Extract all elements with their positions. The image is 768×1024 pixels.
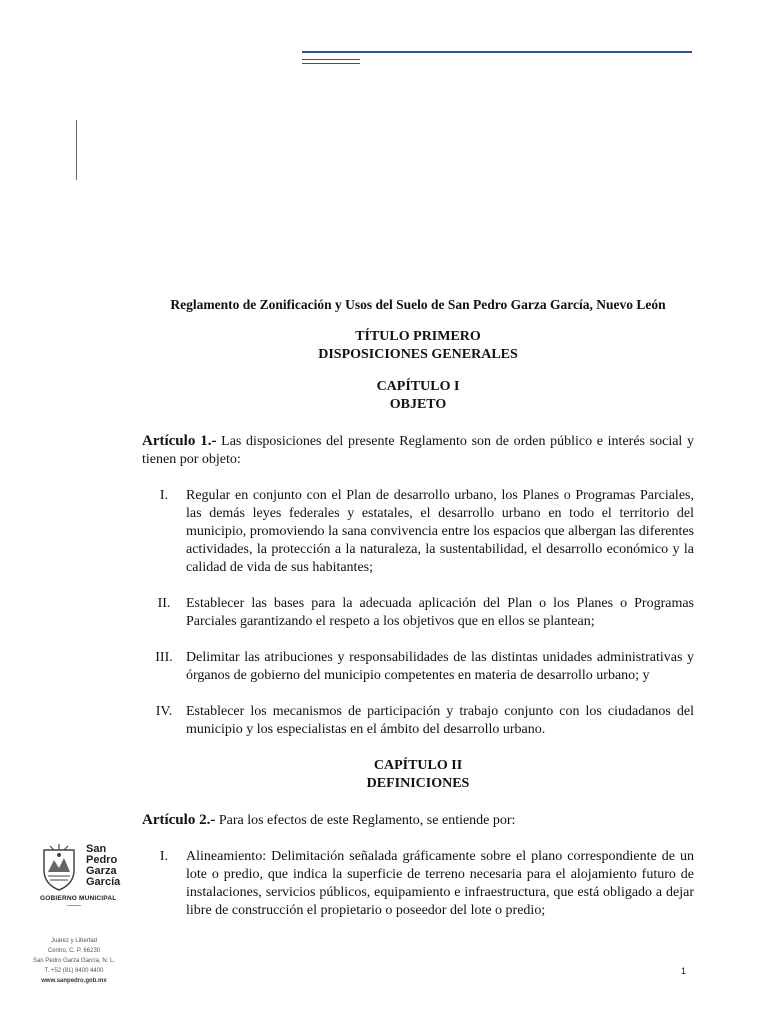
list-item [142, 703, 694, 739]
articulo-1-text: Las disposiciones del presente Reglamento son de orden público e interés social y tienen por objeto: [142, 434, 694, 467]
item-number: I. [159, 849, 169, 864]
list-item [142, 848, 694, 920]
articulo-1 [142, 432, 694, 469]
capitulo-2-name: DEFINICIONES [366, 776, 470, 791]
address-line: San Pedro Garza García, N. L. [32, 958, 116, 964]
item-text: Regular en conjunto con el Plan de desarrollo urbano, los Planes o Programas Parciales, las demás leyes federales y estatales, el desarrollo urbano en todo el territorio del municipio, promoviendo la sana convivencia entre los espacios que albergan las diferentes actividades, la protección a la naturaleza, la sustentabilidad, el desarrollo económico y la calidad de vida de sus habitantes; [186, 488, 694, 575]
articulo-2-label: Artículo 2.- [142, 812, 216, 828]
address-line: Juárez y Libertad [50, 938, 98, 944]
logo-line: Pedro [86, 854, 118, 866]
item-text: Establecer los mecanismos de participación y trabajo conjunto con los ciudadanos del municipio y los especialistas en el ámbito del desarrollo urbano. [186, 704, 694, 737]
capitulo-1-name: OBJETO [389, 397, 447, 412]
articulo-2-text: Para los efectos de este Reglamento, se entiende por: [215, 813, 516, 828]
titulo-heading: TÍTULO PRIMERO [355, 329, 481, 344]
list-item [142, 487, 694, 577]
document-title: Reglamento de Zonificación y Usos del Suelo de San Pedro Garza García, Nuevo León [170, 297, 666, 312]
coat-of-arms-icon [40, 844, 78, 892]
articulo-1-label: Artículo 1.- [142, 433, 217, 449]
gobierno-label: GOBIERNO MUNICIPAL [40, 895, 117, 902]
logo-line: Garza [86, 865, 117, 877]
capitulo-2-heading: CAPÍTULO II [373, 758, 463, 773]
articulo-2 [142, 811, 694, 830]
header-rule-short-2 [302, 63, 360, 64]
page-number: 1 [681, 966, 687, 976]
address-line: Centro, C. P. 66230 [47, 948, 101, 954]
item-number: III. [155, 650, 173, 665]
item-number: II. [157, 596, 171, 611]
logo-line: García [86, 876, 121, 888]
header-rule [302, 51, 692, 53]
address-block [30, 936, 118, 986]
item-text: Alineamiento: Delimitación señalada gráficamente sobre el plano correspondiente de un lote o predio, que indica la superficie de terreno necesaria para el alojamiento futuro de instalaciones, servicios públicos, equipamiento e infraestructura, que está obligado a dejar libre de construcción el propietario o poseedor del lote o predio; [186, 849, 694, 918]
titulo-name: DISPOSICIONES GENERALES [318, 347, 518, 362]
list-item [142, 649, 694, 685]
item-text: Delimitar las atribuciones y responsabilidades de las distintas unidades administrativas y órganos de gobierno del municipio competentes en materia de desarrollo urbano; y [186, 650, 694, 683]
address-line: T. +52 (81) 8400 4400 [44, 968, 104, 974]
list-item [142, 595, 694, 631]
margin-vertical-rule [76, 120, 77, 180]
item-text: Establecer las bases para la adecuada aplicación del Plan o los Planes o Programas Parciales garantizando el respeto a los objetivos que en ellos se plantean; [186, 596, 694, 629]
item-number: IV. [155, 704, 173, 719]
capitulo-1-heading: CAPÍTULO I [376, 379, 460, 394]
logo-text [86, 844, 120, 888]
website-link[interactable]: www.sanpedro.gob.mx [41, 978, 107, 984]
item-number: I. [159, 488, 169, 503]
header-rule-short [302, 59, 360, 60]
document-body [142, 296, 694, 920]
footer-divider [67, 905, 81, 906]
logo-line: San [86, 843, 107, 855]
